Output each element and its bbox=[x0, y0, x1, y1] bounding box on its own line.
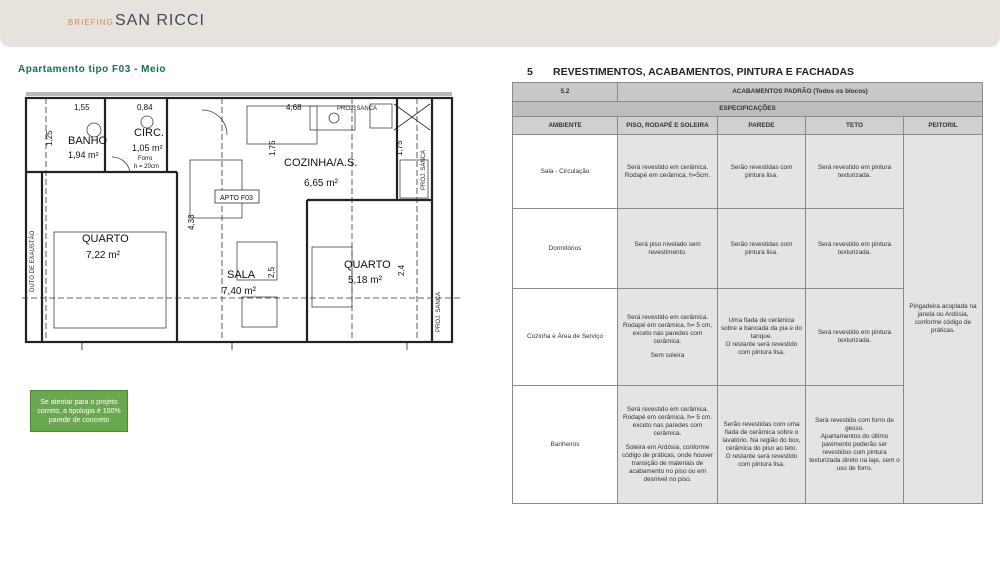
dim-155: 1,55 bbox=[74, 103, 90, 112]
parede-cell bbox=[718, 386, 806, 504]
exhaust-duct-label: DUTO DE EXAUSTÃO bbox=[30, 230, 36, 292]
teto-text: Será revestido com forro de gesso. bbox=[815, 416, 894, 432]
spec-header: ESPECIFICAÇÕES bbox=[513, 102, 983, 117]
room-quarto-1-area: 7,22 m² bbox=[86, 250, 120, 261]
spec-header-row bbox=[513, 102, 983, 117]
room-circ-height: h = 20cm bbox=[134, 164, 159, 170]
col-piso: PISO, RODAPÉ E SOLEIRA bbox=[618, 117, 718, 135]
brand-prefix: BRIEFING bbox=[68, 18, 114, 27]
dim-125: 1,25 bbox=[45, 130, 54, 146]
header-bar bbox=[0, 0, 1000, 47]
ambiente-cell: Dormitórios bbox=[513, 209, 618, 289]
proj-sanca-shaft: PROJ. SANCA bbox=[421, 149, 427, 190]
dim-084: 0,84 bbox=[137, 103, 153, 112]
room-circ-forro: Forro bbox=[138, 156, 153, 162]
section-number: 5 bbox=[527, 66, 533, 78]
note-text: Se atentar para o projeto correto, a tipologia é 100% parede de concreto bbox=[37, 398, 121, 424]
teto-cell: Será revestido em pintura texturizada. bbox=[806, 209, 904, 289]
dim-24: 2,4 bbox=[397, 264, 406, 276]
room-cozinha: COZINHA/A.S. bbox=[284, 157, 358, 169]
subsection-row bbox=[513, 83, 983, 102]
piso-text: Será revestido em cerâmica. Rodapé em cerâmica, h= 5 cm, exceto nas paredes com cerâmica. bbox=[623, 314, 712, 345]
parede-text: Uma fiada de cerâmica sobre a bancada da pia e do tanque. bbox=[720, 317, 802, 340]
dim-433: 4,33 bbox=[187, 214, 196, 230]
teto-cell: Será revestido em pintura texturizada. bbox=[806, 135, 904, 209]
parede-cell bbox=[718, 289, 806, 386]
col-teto: TETO bbox=[806, 117, 904, 135]
room-sala: SALA bbox=[227, 269, 256, 281]
room-quarto-2-area: 5,18 m² bbox=[348, 275, 382, 286]
col-peitoril: PEITORIL bbox=[904, 117, 983, 135]
dim-175-b: 1,75 bbox=[395, 140, 404, 156]
dim-25: 2,5 bbox=[267, 266, 276, 278]
piso-cell: Será revestido em cerâmica. Rodapé em cerâmica, h=5cm. bbox=[618, 135, 718, 209]
dim-468: 4,68 bbox=[286, 103, 302, 112]
peitoril-cell: Pingadeira acoplada na janela ou Ardósia, conforme código de práticas. bbox=[904, 135, 983, 504]
table-row bbox=[513, 135, 983, 209]
parede-text: Serão revestidas com uma fiada de cerâmica sobre o lavatório. Na região do box, cerâmica do piso ao teto. bbox=[722, 420, 801, 452]
dim-175-a: 1,75 bbox=[268, 140, 277, 156]
teto-cell: Será revestido em pintura texturizada. bbox=[806, 289, 904, 386]
parede-text-2: O restante será revestido com pintura lisa. bbox=[725, 341, 798, 356]
brand-title: SAN RICCI bbox=[115, 12, 205, 29]
column-header-row bbox=[513, 117, 983, 135]
piso-cell bbox=[618, 289, 718, 386]
room-quarto-2: QUARTO bbox=[344, 259, 391, 271]
subsection-number: 5.2 bbox=[513, 83, 618, 102]
piso-cell: Será piso nivelado sem revestimento. bbox=[618, 209, 718, 289]
proj-sanca-right: PROJ. SANCA bbox=[436, 291, 442, 332]
ambiente-cell: Banheiros bbox=[513, 386, 618, 504]
piso-text-2: Soleira em Ardósia, conforme código de práticas, onde houver transição de materiais de acabamento no piso ou em desnível no piso. bbox=[622, 443, 713, 483]
piso-cell bbox=[618, 386, 718, 504]
col-ambiente: AMBIENTE bbox=[513, 117, 618, 135]
proj-sanca-top: PROJ. SANCA bbox=[337, 106, 378, 112]
room-cozinha-area: 6,65 m² bbox=[304, 178, 338, 189]
parede-text-2: O restante será revestido com pintura lisa. bbox=[725, 452, 798, 468]
teto-text-2: Apartamentos do último pavimento poderão ser revestidos com pintura texturizada direto na laje, sem o uso de forro. bbox=[809, 432, 900, 472]
room-banho: BANHO bbox=[68, 135, 108, 147]
room-banho-area: 1,94 m² bbox=[68, 150, 99, 160]
piso-text: Será revestido em cerâmica. Rodapé em cerâmica, h= 5 cm. exceto nas paredes com cerâmica. bbox=[623, 405, 712, 437]
piso-text-2: Sem soleira bbox=[650, 352, 685, 359]
apartment-title: Apartamento tipo F03 - Meio bbox=[18, 64, 166, 75]
room-sala-area: 7,40 m² bbox=[222, 286, 256, 297]
ambiente-cell: Cozinha e Área de Serviço bbox=[513, 289, 618, 386]
teto-cell bbox=[806, 386, 904, 504]
note-box bbox=[30, 390, 128, 432]
col-parede: PAREDE bbox=[718, 117, 806, 135]
room-circ: CIRC. bbox=[134, 127, 164, 139]
section-title bbox=[527, 66, 854, 78]
parede-cell: Serão revestidas com pintura lisa. bbox=[718, 135, 806, 209]
section-title-text: REVESTIMENTOS, ACABAMENTOS, PINTURA E FACHADAS bbox=[553, 66, 855, 78]
spec-table bbox=[512, 82, 983, 504]
ambiente-cell: Sala - Circulação bbox=[513, 135, 618, 209]
apto-label: APTO F03 bbox=[220, 195, 253, 202]
room-quarto-1: QUARTO bbox=[82, 233, 129, 245]
subsection-title: ACABAMENTOS PADRÃO (Todos os blocos) bbox=[618, 83, 983, 102]
room-circ-area: 1,05 m² bbox=[132, 143, 163, 153]
floor-plan bbox=[22, 92, 460, 367]
parede-cell: Serão revestidas com pintura lisa. bbox=[718, 209, 806, 289]
